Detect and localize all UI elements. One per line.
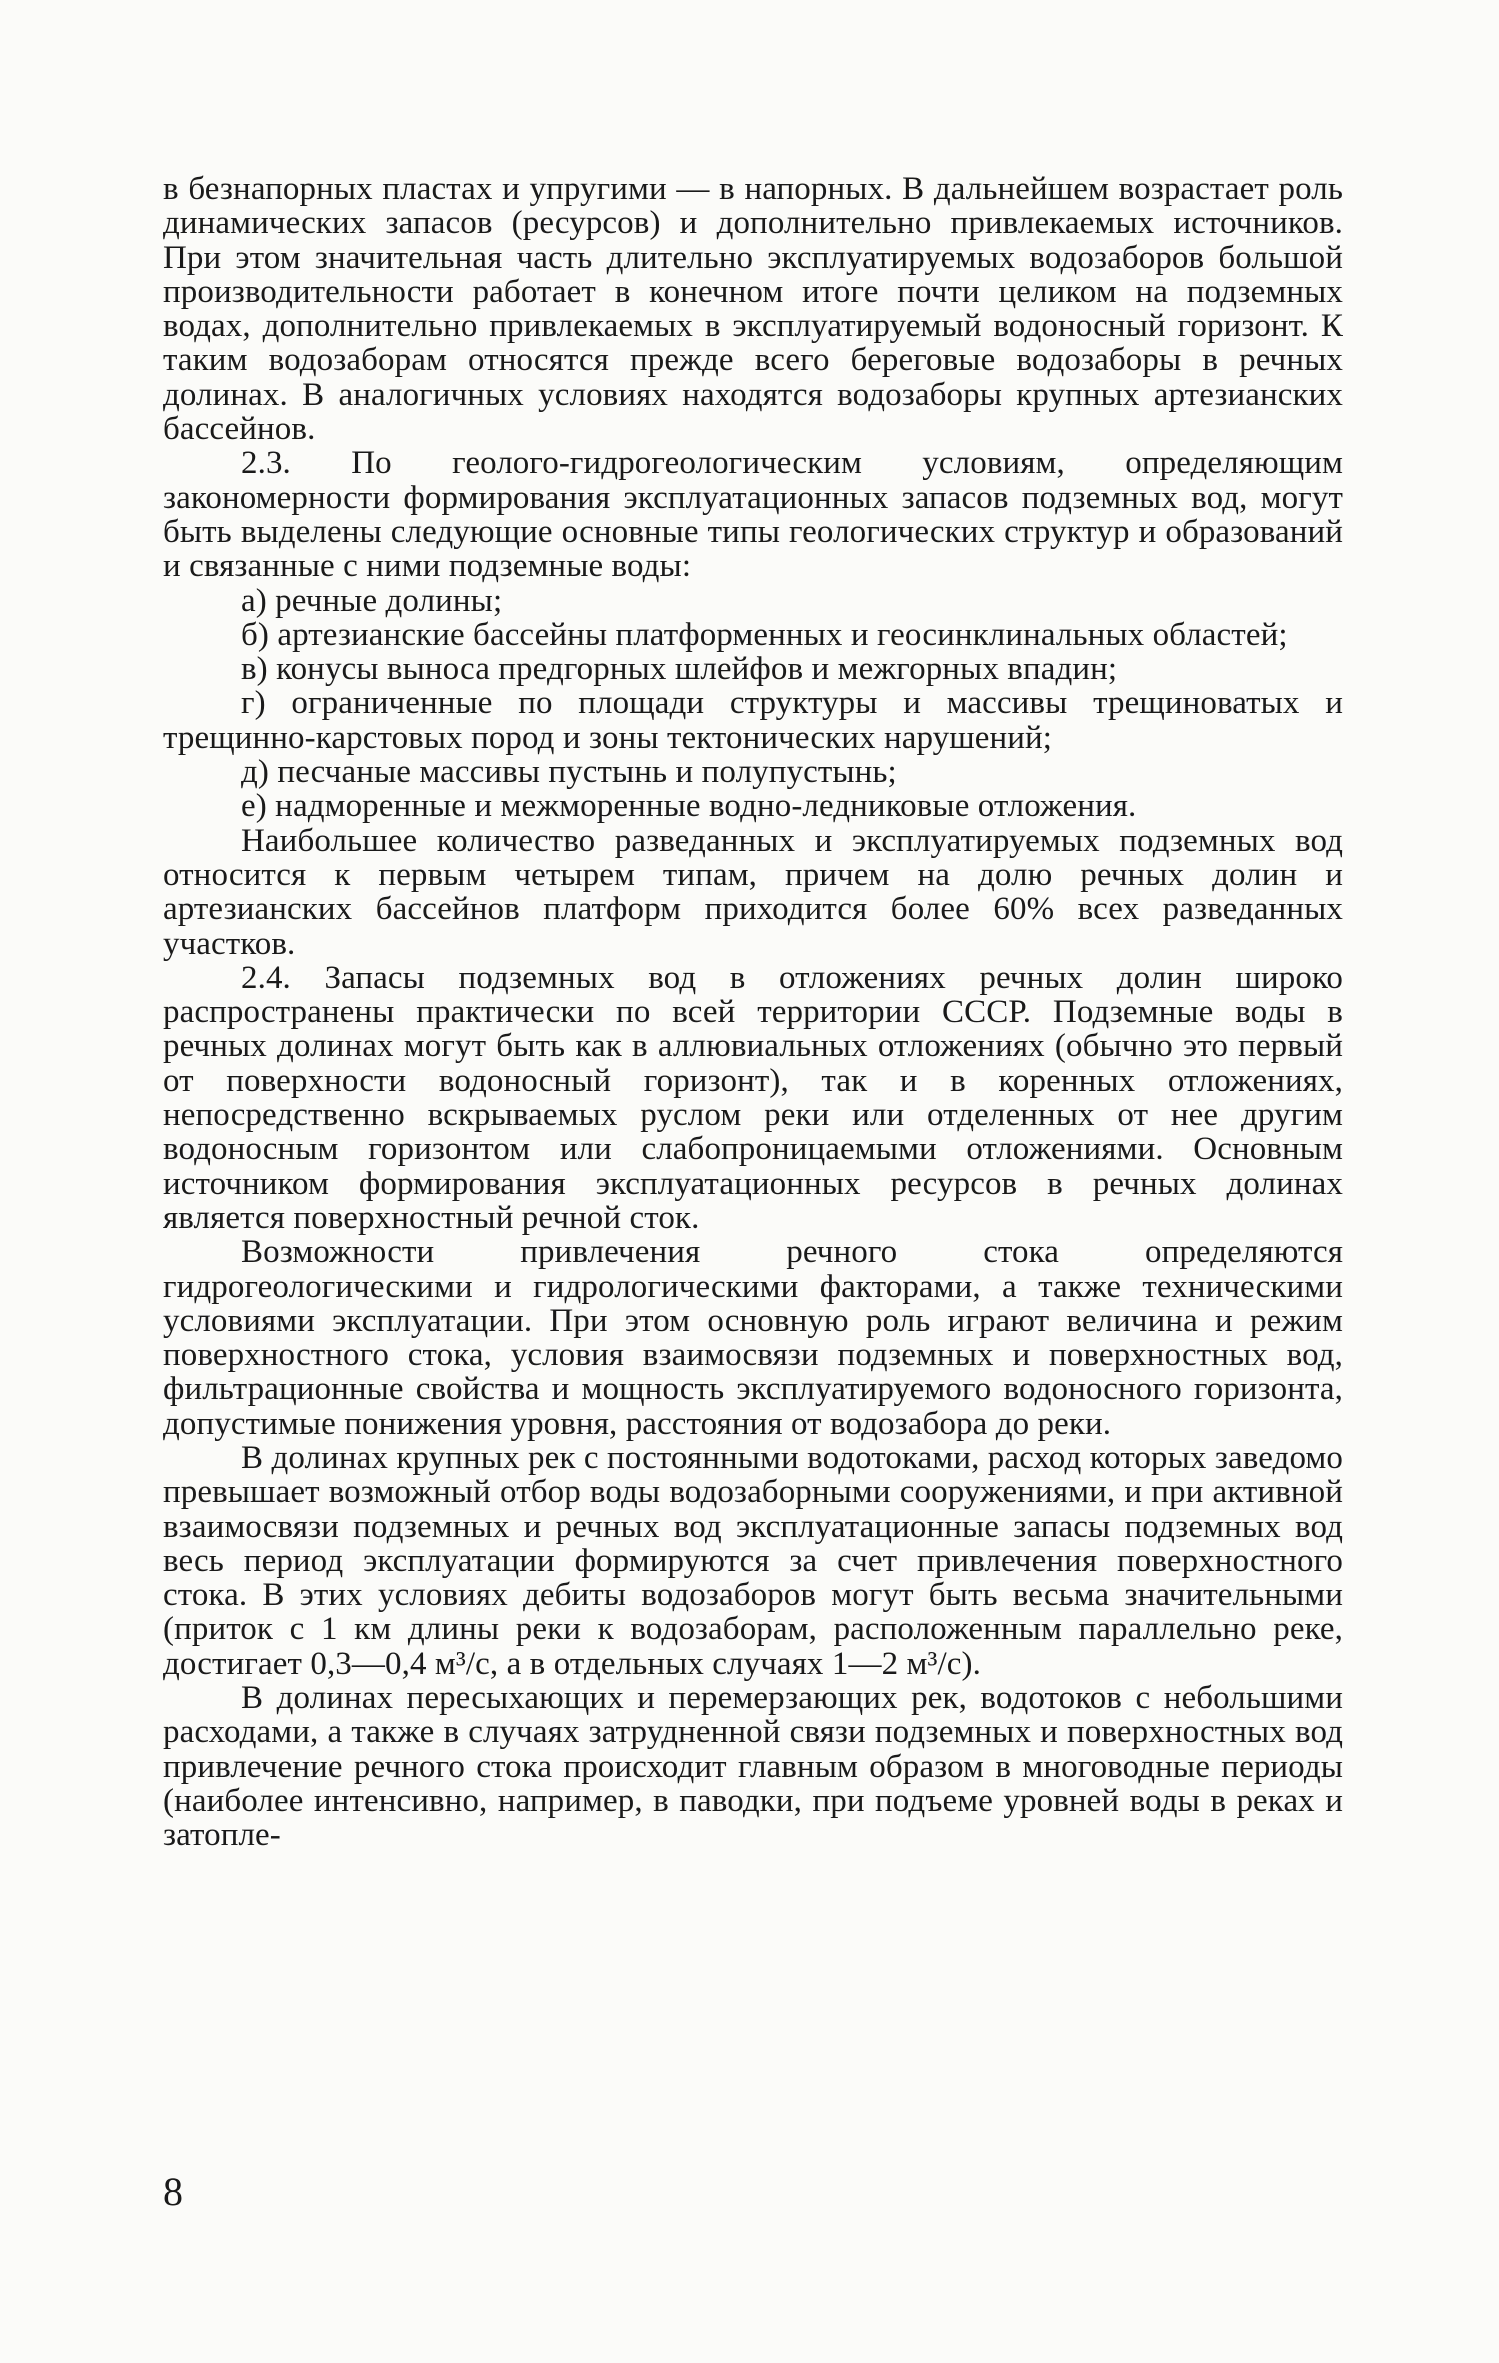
paragraph-large-rivers: В долинах крупных рек с постоянными водотоками, расход которых заведомо превышает возможный отбор воды водозаборными сооружениями, и при активной взаимосвязи подземных и речных вод эксплуатационные запасы подземных вод весь период эксплуатации формируются за счет привлечения поверхностного стока. В этих условиях дебиты водозаборов могут быть весьма значительными (приток с 1 км длины реки к водозаборам, расположенным параллельно реке, достигает 0,3—0,4 м³/с, а в отдельных случаях 1—2 м³/с). [163,1439,1343,1682]
paragraph-section-2-3: 2.3. По геолого-гидрогеологическим условиям, определяющим закономерности формирования эксплуатационных запасов подземных вод, могут быть выделены следующие основные типы геологических структур и образований и связанные с ними подземные воды: [163,445,1343,585]
list-item-b: б) артезианские бассейны платформенных и геосинклинальных областей; [241,616,1288,653]
paragraph-drying-rivers: В долинах пересыхающих и перемерзающих рек, водотоков с небольшими расходами, а также в случаях затрудненной связи подземных и поверхностных вод привлечение речного стока происходит главным образом в многоводные периоды (наиболее интенсивно, например, в паводки, при подъеме уровней воды в реках и затопле- [163,1680,1343,1854]
list-item-g: г) ограниченные по площади структуры и массивы трещиноватых и трещинно-карстовых пород и зоны тектонических нарушений; [163,685,1343,756]
list-item-d: д) песчаные массивы пустынь и полупустынь; [241,754,897,791]
paragraph-continuation: в безнапорных пластах и упругими — в напорных. В дальнейшем возрастает роль динамических запасов (ресурсов) и дополнительно привлекаемых источников. При этом значительная часть длительно эксплуатируемых водозаборов большой производительности работает в конечном итоге почти целиком на подземных водах, дополнительно привлекаемых в эксплуатируемый водоносный горизонт. К таким водозаборам относятся прежде всего береговые водозаборы в речных долинах. В аналогичных условиях находятся водозаборы крупных артезианских бассейнов. [163,171,1343,448]
page-number: 8 [163,2169,183,2214]
list-item-v: в) конусы выноса предгорных шлейфов и межгорных впадин; [241,651,1118,688]
list-item-a: а) речные долины; [241,582,503,619]
paragraph-summary: Наибольшее количество разведанных и эксплуатируемых подземных вод относится к первым четырем типам, причем на долю речных долин и артезианских бассейнов платформ приходится более 60% всех разведанных участков. [163,822,1343,962]
paragraph-section-2-4: 2.4. Запасы подземных вод в отложениях речных долин широко распространены практически по всей территории СССР. Подземные воды в речных долинах могут быть как в аллювиальных отложениях (обычно это первый от поверхности водоносный горизонт), так и в коренных отложениях, непосредственно вскрываемых руслом реки или отделенных от нее другим водоносным горизонтом или слабопроницаемыми отложениями. Основным источником формирования эксплуатационных ресурсов в речных долинах является поверхностный речной сток. [163,959,1343,1236]
body-text [163,172,1343,1853]
list-item-e: е) надморенные и межморенные водно-ледниковые отложения. [241,788,1137,825]
paragraph-river-runoff: Возможности привлечения речного стока определяются гидрогеологическими и гидрологическими факторами, а также техническими условиями эксплуатации. При этом основную роль играют величина и режим поверхностного стока, условия взаимосвязи подземных и поверхностных вод, фильтрационные свойства и мощность эксплуатируемого водоносного горизонта, допустимые понижения уровня, расстояния от водозабора до реки. [163,1234,1343,1442]
